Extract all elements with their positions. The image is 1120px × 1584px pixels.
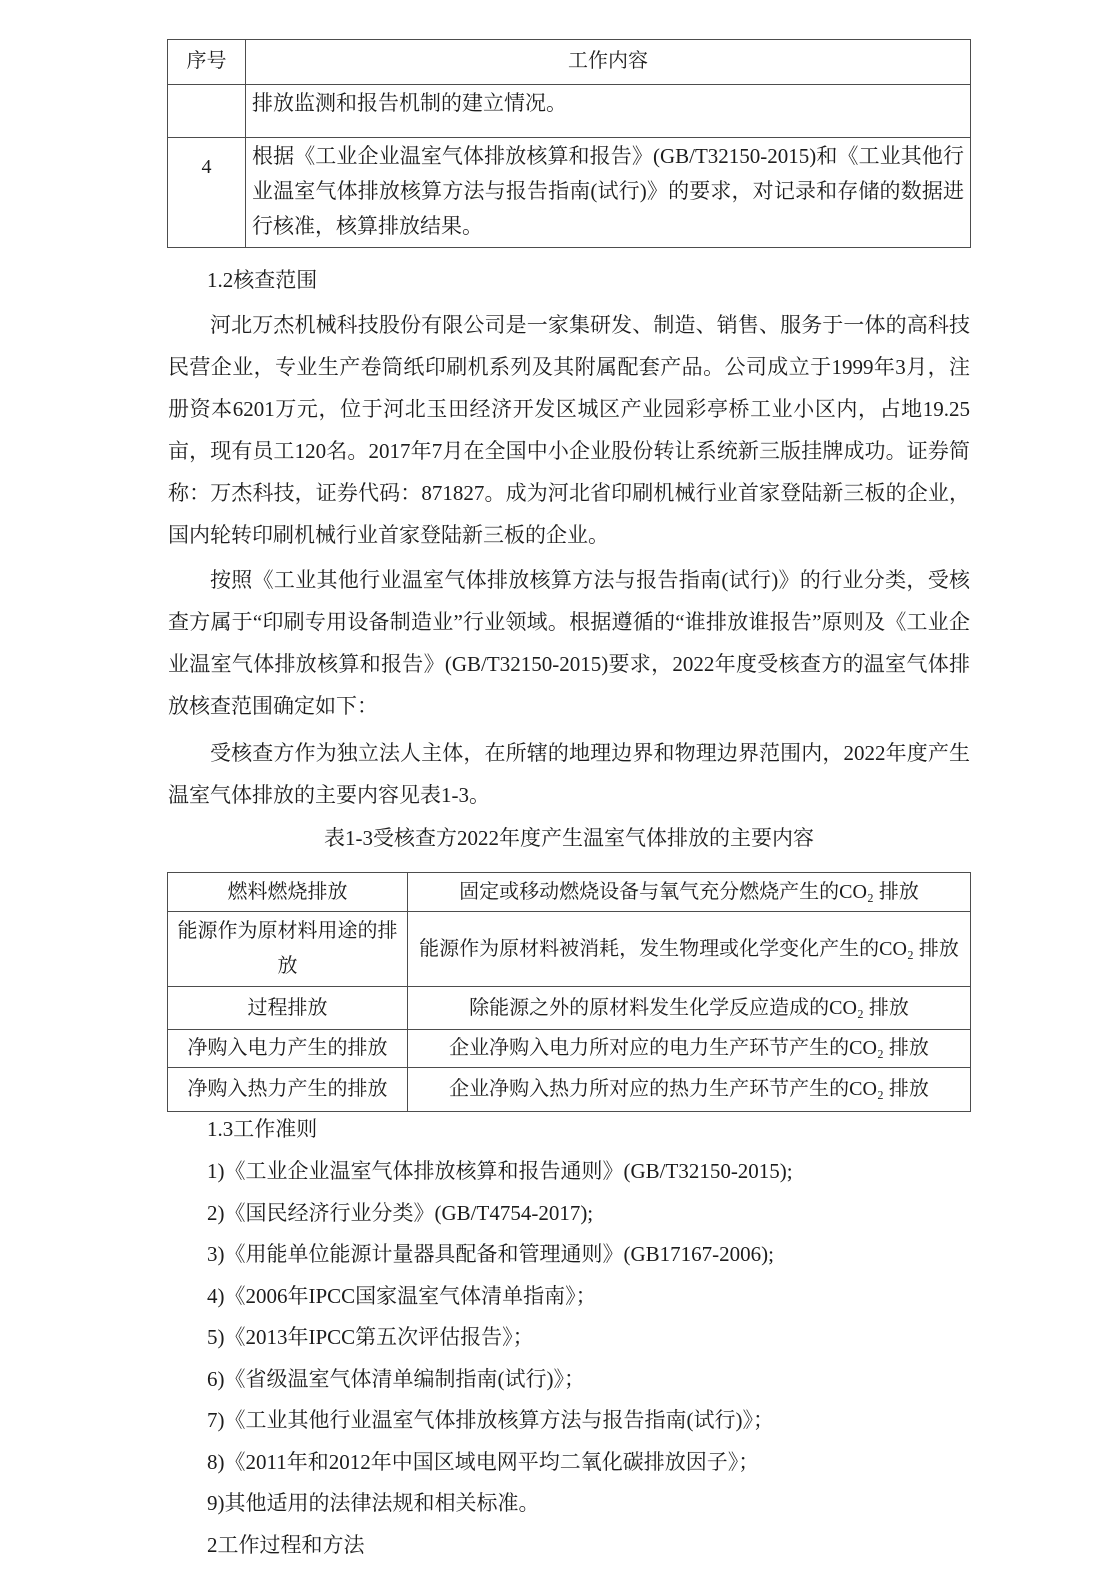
paragraph-boundary: 受核查方作为独立法人主体，在所辖的地理边界和物理边界范围内，2022年度产生温室气体排放的主要内容见表1-3。 [168, 741, 970, 807]
rule-item-8: 8)《2011年和2012年中国区域电网平均二氧化碳排放因子》； [207, 1449, 760, 1474]
work-table-row [168, 138, 971, 248]
emission-row [168, 912, 971, 987]
emission-type-cell: 过程排放 [168, 987, 408, 1030]
work-items-table [167, 39, 971, 248]
emission-desc-cell: 企业净购入热力所对应的热力生产环节产生的CO₂ 排放 [408, 1068, 971, 1112]
work-table-row [168, 85, 971, 138]
rule-item-6: 6)《省级温室气体清单编制指南(试行)》； [207, 1366, 585, 1391]
rule-item-9: 9)其他适用的法律法规和相关标准。 [207, 1491, 540, 1515]
emission-type-cell: 净购入电力产生的排放 [168, 1030, 408, 1068]
header-cell-no: 序号 [168, 40, 246, 85]
header-cell-content: 工作内容 [246, 40, 971, 85]
rule-item-3: 3)《用能单位能源计量器具配备和管理通则》(GB17167-2006); [207, 1242, 774, 1266]
rule-list [168, 1151, 970, 1566]
paragraph-verification-scope: 按照《工业其他行业温室气体排放核算方法与报告指南(试行)》的行业分类，受核查方属于“印刷专用设备制造业”行业领域。根据遵循的“谁排放谁报告”原则及《工业企业温室气体排放核算和报告》(GB/T32150-2015)要求，2022年度受核查方的温室气体排放核查范围确定如下： [168, 568, 970, 718]
rule-item-7: 7)《工业其他行业温室气体排放核算方法与报告指南(试行)》； [207, 1408, 774, 1432]
emission-desc-cell: 固定或移动燃烧设备与氧气充分燃烧产生的CO₂ 排放 [408, 873, 971, 912]
paragraph-company-intro: 河北万杰机械科技股份有限公司是一家集研发、制造、销售、服务于一体的高科技民营企业，专业生产卷筒纸印刷机系列及其附属配套产品。公司成立于1999年3月，注册资本6201万元，位于河北玉田经济开发区城区产业园彩亭桥工业小区内，占地19.25亩，现有员工120名。2017年7月在全国中小企业股份转让系统新三版挂牌成功。证券简称：万杰科技，证券代码：871827。成为河北省印刷机械行业首家登陆新三板的企业，国内轮转印刷机械行业首家登陆新三板的企业。 [168, 313, 970, 547]
rule-item-1: 1)《工业企业温室气体排放核算和报告通则》(GB/T32150-2015); [207, 1159, 793, 1183]
emission-row [168, 1068, 971, 1112]
emission-row [168, 987, 971, 1030]
cell-content: 根据《工业企业温室气体排放核算和报告》(GB/T32150-2015)和《工业其他行业温室气体排放核算方法与报告指南(试行)》的要求，对记录和存储的数据进行核准，核算排放结果。 [246, 138, 971, 248]
emission-row [168, 1030, 971, 1068]
emission-desc-cell: 能源作为原材料被消耗，发生物理或化学变化产生的CO₂ 排放 [408, 912, 971, 987]
cell-no [168, 85, 246, 138]
emissions-table [167, 872, 971, 1112]
emission-row [168, 873, 971, 912]
work-table-header-row [168, 40, 971, 85]
rule-item-5: 5)《2013年IPCC第五次评估报告》； [207, 1325, 534, 1349]
emission-type-cell: 燃料燃烧排放 [168, 873, 408, 912]
emission-desc-cell: 企业净购入电力所对应的电力生产环节产生的CO₂ 排放 [408, 1030, 971, 1068]
emission-desc-cell: 除能源之外的原材料发生化学反应造成的CO₂ 排放 [408, 987, 971, 1030]
rule-item-4: 4)《2006年IPCC国家温室气体清单指南》； [207, 1283, 597, 1308]
table-1-3-caption: 表1-3受核查方2022年度产生温室气体排放的主要内容 [324, 826, 814, 850]
cell-no: 4 [168, 138, 246, 248]
rule-item-2: 2)《国民经济行业分类》(GB/T4754-2017); [207, 1200, 594, 1225]
emission-type-cell: 能源作为原材料用途的排放 [168, 912, 408, 987]
emission-type-cell: 净购入热力产生的排放 [168, 1068, 408, 1112]
section-heading-1-2: 1.2核查范围 [207, 268, 318, 292]
section-heading-1-3: 1.3工作准则 [207, 1117, 318, 1141]
section-heading-2: 2工作过程和方法 [207, 1532, 365, 1557]
cell-content: 排放监测和报告机制的建立情况。 [246, 85, 971, 138]
